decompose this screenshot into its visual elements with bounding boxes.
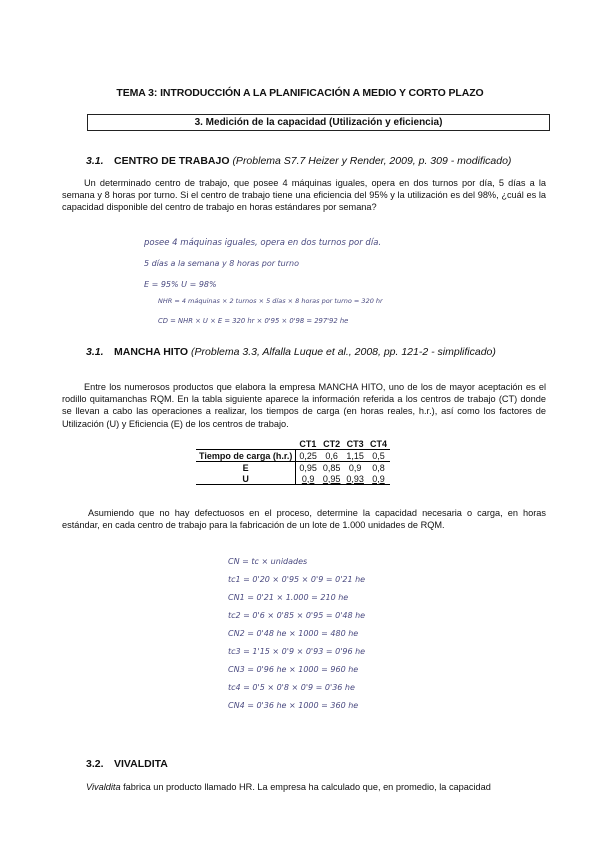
table-cell: 0,9 <box>296 473 320 485</box>
page-title: TEMA 3: INTRODUCCIÓN A LA PLANIFICACIÓN A MEDIO Y CORTO PLAZO <box>116 87 484 99</box>
handwritten-solution-2 <box>218 553 414 725</box>
section-2-paragraph: Entre los numerosos productos que elabora la empresa MANCHA HITO, uno de los de mayor aceptación es el rodillo quitamanchas RQM. En la tabla siguiente aparece la información referida a los centros de trabajo (CT) donde se llevan a cabo las operaciones a realizar, los tiempos de carga (en horas reales, h.r.), así como los factores de Utilización (U) y Eficiencia (E) de los centros de trabajo. <box>62 382 546 429</box>
section-1-paragraph: Un determinado centro de trabajo, que posee 4 máquinas iguales, opera en dos turnos por día, 5 días a la semana y 8 horas por turno. Si el centro de trabajo tiene una eficiencia del 95% y la utilización es del 98%, ¿cuál es la capacidad disponible del centro de trabajo en horas estándares por semana? <box>62 178 546 213</box>
section-3-heading <box>86 758 168 770</box>
hand-line: CD = NHR × U × E = 320 hr × 0'95 × 0'98 = 297'92 he <box>158 317 349 325</box>
hand-line: 5 días a la semana y 8 horas por turno <box>144 259 300 268</box>
hand-line: CN3 = 0'96 he × 1000 = 960 he <box>228 665 359 674</box>
section-2-question: Asumiendo que no hay defectuosos en el proceso, determine la capacidad necesaria o carga, en horas estándar, en cada centro de trabajo para la fabricación de un lote de 1.000 unidades de RQM. <box>62 508 546 531</box>
table-row <box>196 473 390 485</box>
hand-line: CN1 = 0'21 × 1.000 = 210 he <box>228 593 349 602</box>
section-1-reference: (Problema S7.7 Heizer y Render, 2009, p. 309 - modificado) <box>232 155 512 167</box>
hand-line: tc3 = 1'15 × 0'9 × 0'93 = 0'96 he <box>228 647 366 656</box>
table-cell: 0,8 <box>372 462 385 473</box>
section-3-name: VIVALDITA <box>114 758 168 770</box>
table-header: CT1 <box>299 438 317 449</box>
section-2-name: MANCHA HITO <box>114 346 189 358</box>
table-cell: 0,25 <box>296 450 320 462</box>
hand-line: E = 95% U = 98% <box>144 280 217 289</box>
data-table <box>196 438 390 485</box>
table-row-label: E <box>196 462 296 474</box>
table-cell: 0,85 <box>322 462 341 473</box>
hand-line: tc2 = 0'6 × 0'85 × 0'95 = 0'48 he <box>228 611 366 620</box>
table-cell: 1,15 <box>343 450 367 462</box>
section-1-number: 3.1. <box>86 155 104 167</box>
hand-line: CN = tc × unidades <box>228 557 308 566</box>
hand-line: tc1 = 0'20 × 0'95 × 0'9 = 0'21 he <box>228 575 366 584</box>
table-cell: 0,9 <box>367 473 390 485</box>
table-header <box>196 438 296 450</box>
hand-line: NHR = 4 máquinas × 2 turnos × 5 días × 8 horas por turno = 320 hr <box>158 297 383 305</box>
table-row <box>196 450 390 462</box>
table-cell: 0,95 <box>299 462 317 473</box>
section-2-reference: (Problema 3.3, Alfalla Luque et al., 2008, pp. 121-2 - simplificado) <box>191 346 496 358</box>
hand-line: tc4 = 0'5 × 0'8 × 0'9 = 0'36 he <box>228 683 355 692</box>
section-2-heading <box>86 346 526 359</box>
hand-line: posee 4 máquinas iguales, opera en dos turnos por día. <box>144 238 382 248</box>
table-row-label: U <box>196 473 296 485</box>
section-1-heading <box>86 155 566 167</box>
table-header: CT3 <box>346 438 364 449</box>
section-1-name: CENTRO DE TRABAJO <box>114 155 230 167</box>
section-heading-box: 3. Medición de la capacidad (Utilización y eficiencia) <box>87 114 550 131</box>
table-cell: 0,5 <box>367 450 390 462</box>
section-3-text: fabrica un producto llamado HR. La empresa ha calculado que, en promedio, la capacidad <box>120 782 491 792</box>
table-cell: 0,95 <box>320 473 344 485</box>
table-row <box>196 462 390 474</box>
table-cell: 0,6 <box>320 450 344 462</box>
section-3-number: 3.2. <box>86 758 104 770</box>
table-cell: 0,9 <box>348 462 362 473</box>
section-3-paragraph <box>86 781 546 793</box>
handwritten-solution-1 <box>130 232 490 333</box>
table-header: CT4 <box>369 438 387 449</box>
hand-line: CN2 = 0'48 he × 1000 = 480 he <box>228 629 359 638</box>
table-cell: 0,93 <box>343 473 367 485</box>
section-2-number: 3.1. <box>86 346 104 358</box>
hand-line: CN4 = 0'36 he × 1000 = 360 he <box>228 701 359 710</box>
table-header: CT2 <box>323 438 341 449</box>
table-row-label: Tiempo de carga (h.r.) <box>196 450 296 462</box>
product-company-name: Vivaldita <box>86 782 121 792</box>
